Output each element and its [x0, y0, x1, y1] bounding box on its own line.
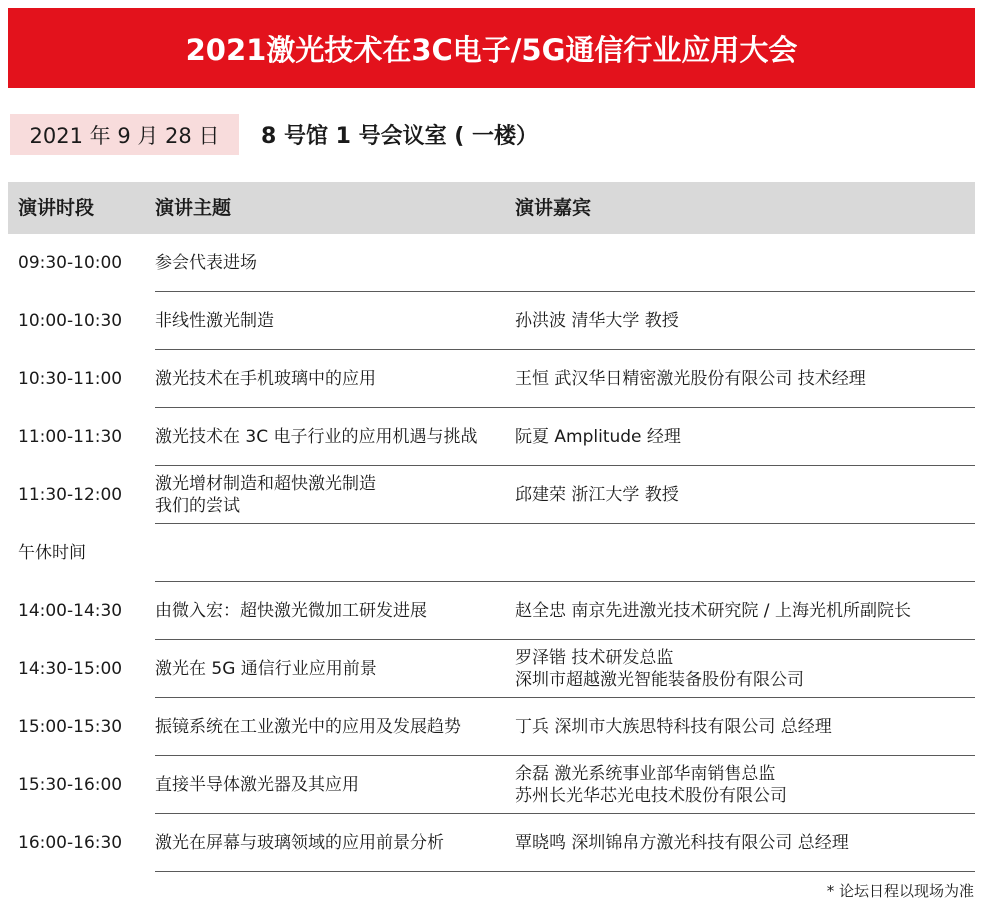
table-row — [8, 698, 975, 756]
column-header-time: 演讲时段 — [18, 197, 95, 219]
topic-cell: 激光在 5G 通信行业应用前景 — [155, 659, 377, 679]
speaker-cell: 邱建荣 浙江大学 教授 — [515, 485, 679, 505]
time-cell: 午休时间 — [18, 543, 86, 563]
time-cell: 16:00-16:30 — [18, 833, 123, 853]
time-cell: 14:30-15:00 — [18, 659, 123, 679]
time-cell: 11:30-12:00 — [18, 485, 123, 505]
time-cell: 15:30-16:00 — [18, 775, 123, 795]
table-row — [8, 466, 975, 524]
time-cell: 11:00-11:30 — [18, 427, 123, 447]
table-row — [8, 350, 975, 408]
table-header — [8, 182, 975, 234]
column-header-speaker: 演讲嘉宾 — [515, 197, 592, 219]
page-title: 2021激光技术在3C电子/5G通信行业应用大会 — [8, 8, 975, 88]
footnote: * 论坛日程以现场为准 — [826, 882, 974, 900]
time-cell: 14:00-14:30 — [18, 601, 123, 621]
speaker-cell: 覃晓鸣 深圳锦帛方激光科技有限公司 总经理 — [515, 833, 849, 853]
event-venue: 8 号馆 1 号会议室 ( 一楼） — [261, 124, 538, 149]
speaker-cell — [515, 524, 975, 582]
topic-cell: 激光技术在手机玻璃中的应用 — [155, 369, 376, 389]
topic-cell: 非线性激光制造 — [155, 311, 274, 331]
speaker-cell: 王恒 武汉华日精密激光股份有限公司 技术经理 — [515, 369, 866, 389]
time-cell: 10:30-11:00 — [18, 369, 123, 389]
speaker-cell: 丁兵 深圳市大族思特科技有限公司 总经理 — [515, 717, 832, 737]
table-row — [8, 292, 975, 350]
column-header-topic: 演讲主题 — [155, 197, 232, 219]
table-row — [8, 234, 975, 292]
speaker-cell: 阮夏 Amplitude 经理 — [515, 427, 681, 447]
topic-cell — [155, 524, 510, 582]
topic-cell: 参会代表进场 — [155, 253, 257, 273]
topic-cell: 激光技术在 3C 电子行业的应用机遇与挑战 — [155, 427, 478, 447]
speaker-cell: 罗泽锴 技术研发总监 深圳市超越激光智能装备股份有限公司 — [515, 648, 804, 690]
time-cell: 10:00-10:30 — [18, 311, 123, 331]
speaker-cell: 余磊 激光系统事业部华南销售总监 苏州长光华芯光电技术股份有限公司 — [515, 764, 787, 806]
table-row — [8, 582, 975, 640]
topic-cell: 振镜系统在工业激光中的应用及发展趋势 — [155, 717, 461, 737]
topic-cell: 激光在屏幕与玻璃领域的应用前景分析 — [155, 833, 444, 853]
time-cell: 15:00-15:30 — [18, 717, 123, 737]
speaker-cell — [515, 234, 975, 292]
topic-cell: 由微入宏：超快激光微加工研发进展 — [155, 601, 427, 621]
table-row — [8, 524, 975, 582]
topic-cell: 直接半导体激光器及其应用 — [155, 775, 359, 795]
speaker-cell: 赵全忠 南京先进激光技术研究院 / 上海光机所副院长 — [515, 601, 911, 621]
time-cell: 09:30-10:00 — [18, 253, 123, 273]
event-date: 2021 年 9 月 28 日 — [10, 114, 239, 155]
table-row — [8, 408, 975, 466]
row-divider — [155, 871, 975, 872]
table-row — [8, 640, 975, 698]
table-row — [8, 756, 975, 814]
table-row — [8, 814, 975, 872]
speaker-cell: 孙洪波 清华大学 教授 — [515, 311, 679, 331]
topic-cell: 激光增材制造和超快激光制造 我们的尝试 — [155, 474, 376, 516]
